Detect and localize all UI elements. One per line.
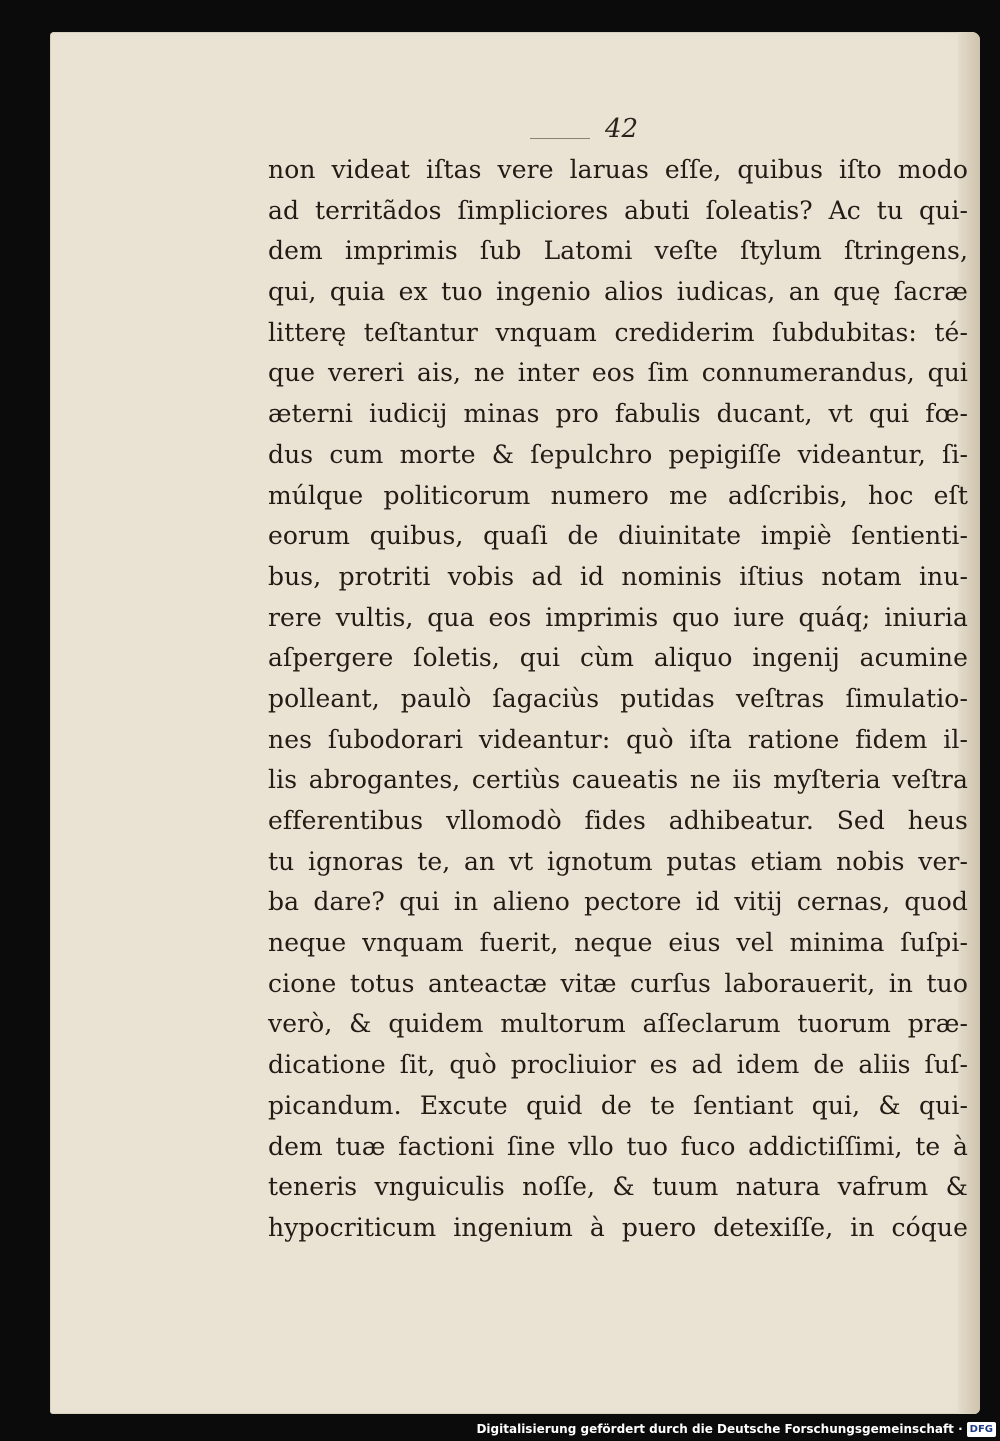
body-text [268, 150, 968, 1249]
text-line: polleant, paulò ſagaciùs putidas veſtras ſimulatio- [268, 683, 968, 713]
text-line: efferentibus vllomodò fides adhibeatur. Sed heus [268, 806, 968, 835]
text-line: que vereri ais, ne inter eos ſim connumerandus, qui [268, 358, 968, 388]
text-line: æterni iudicij minas pro fabulis ducant, vt qui fœ- [268, 399, 968, 429]
text-line: bus, protriti vobis ad id nominis iſtius notam inu- [268, 561, 968, 591]
text-line: rere vultis, qua eos imprimis quo iure quáq; iniuria [268, 602, 968, 632]
text-line: eorum quibus, quaſi de diuinitate impiè ſentienti- [268, 521, 968, 551]
text-line: litterę teſtantur vnquam crediderim ſubdubitas: té- [268, 317, 968, 347]
text-line: ba dare? qui in alieno pectore id vitij cernas, quod [268, 887, 968, 917]
text-line: picandum. Excute quid de te ſentiant qui, & qui- [268, 1090, 968, 1120]
text-line: non videat iſtas vere laruas eſſe, quibus iſto modo [268, 155, 968, 184]
text-line: aſpergere ſoletis, qui cùm aliquo ingenij acumine [268, 643, 968, 673]
text-line: teneris vnguiculis noſſe, & tuum natura vafrum & [268, 1172, 968, 1202]
text-line: hypocriticum ingenium à puero detexiſſe, in cóque [268, 1212, 968, 1242]
text-line: cione totus anteactæ vitæ curſus laborauerit, in tuo [268, 968, 968, 998]
text-line: nes ſubodorari videantur: quò iſta ratione fidem il- [268, 724, 968, 754]
text-line: múlque politicorum numero me adſcribis, hoc eſt [268, 480, 968, 510]
text-line: dicatione ſit, quò procliuior es ad idem de aliis ſuſ- [268, 1050, 968, 1080]
digitization-footer [476, 1419, 996, 1439]
text-line: dem imprimis ſub Latomi veſte ſtylum ſtringens, [268, 236, 968, 266]
text-line: verò, & quidem multorum aſſeclarum tuorum præ- [268, 1009, 968, 1039]
text-line: ad territãdos ſimpliciores abuti ſoleatis? Ac tu qui- [268, 195, 968, 225]
text-line: neque vnquam fuerit, neque eius vel minima ſuſpi- [268, 928, 968, 958]
footer-credit: Digitalisierung gefördert durch die Deutsche Forschungsgemeinschaft · [476, 1422, 963, 1436]
dfg-logo: DFG [967, 1422, 996, 1437]
text-line: lis abrogantes, certiùs caueatis ne iis myſteria veſtra [268, 765, 968, 795]
text-line: dem tuæ factioni ſine vllo tuo fuco addictiſſimi, te à [268, 1131, 968, 1161]
page-number: 42 [605, 114, 639, 144]
text-line: tu ignoras te, an vt ignotum putas etiam nobis ver- [268, 846, 968, 876]
text-line: qui, quia ex tuo ingenio alios iudicas, an quę ſacræ [268, 277, 968, 307]
book-page [50, 32, 980, 1414]
text-line: dus cum morte & ſepulchro pepigiſſe videantur, ſi- [268, 439, 968, 469]
